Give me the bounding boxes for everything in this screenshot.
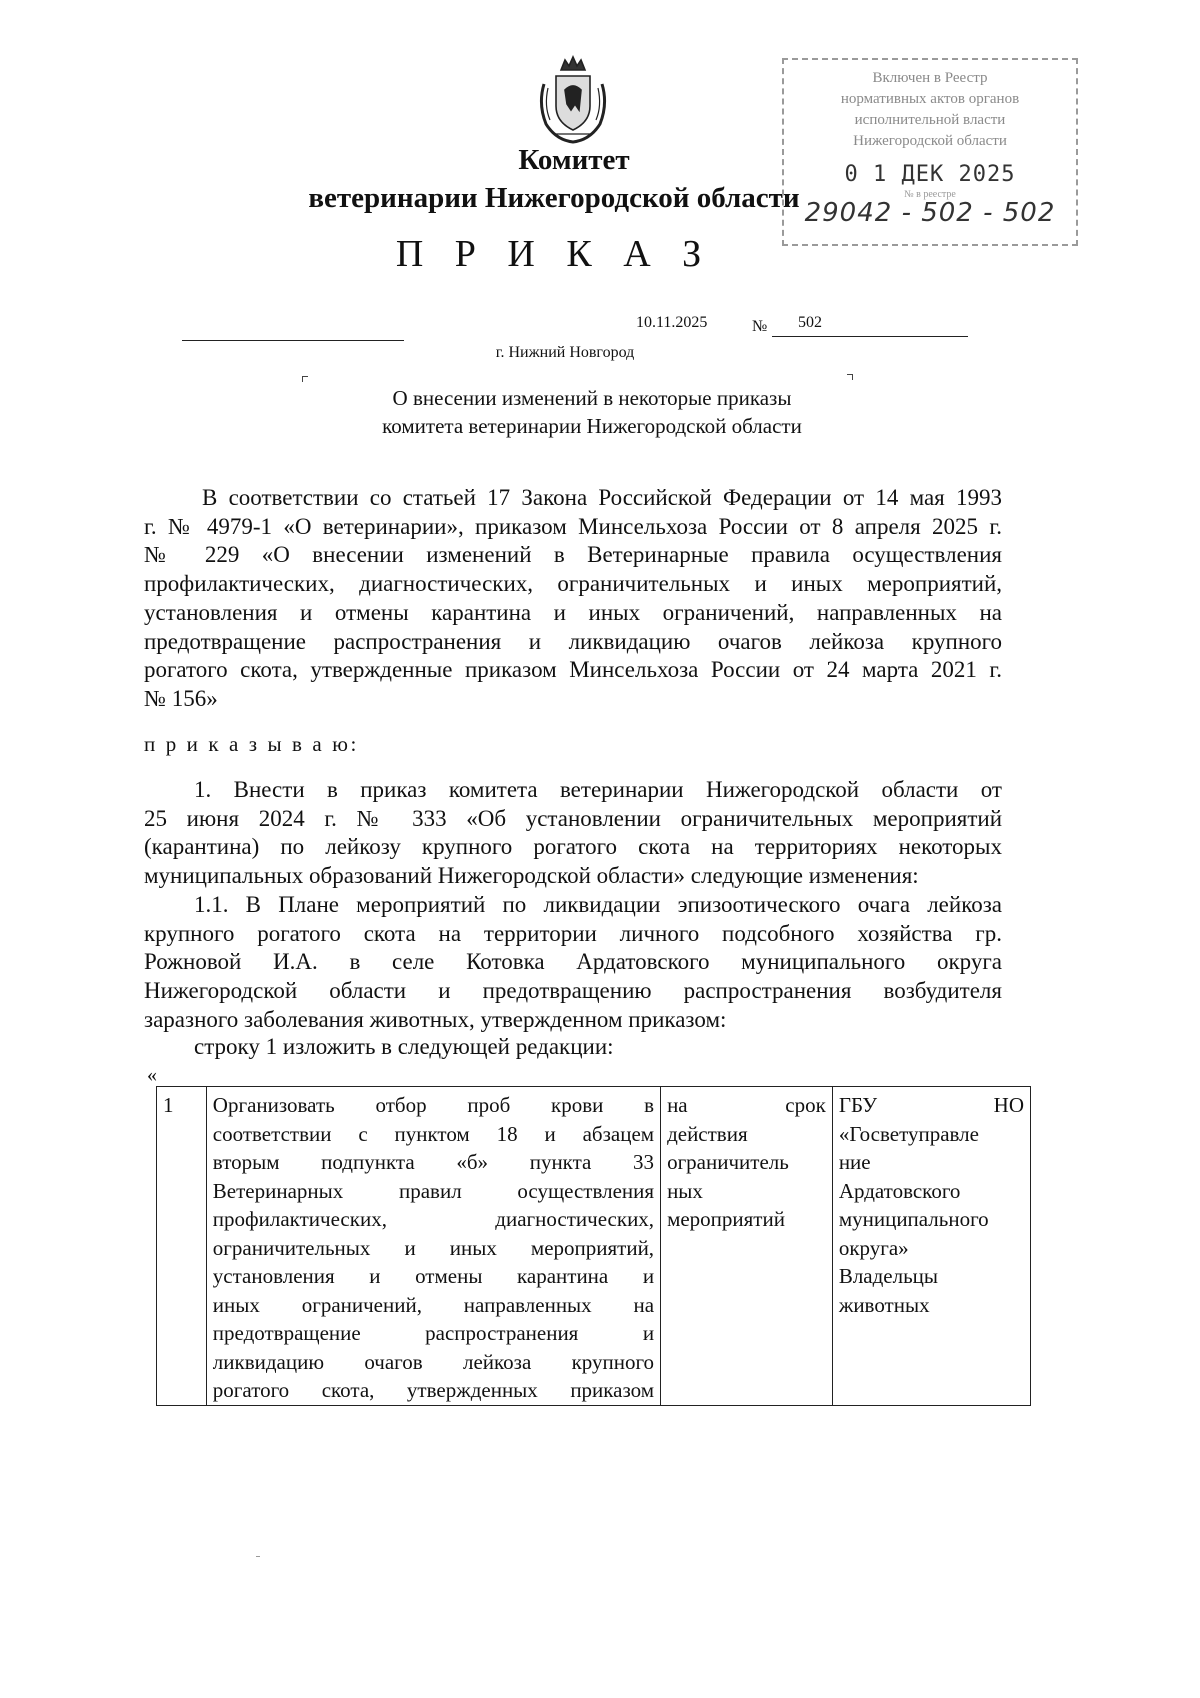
stamp-line: Включен в Реестр	[872, 70, 988, 86]
cell-line: иных ограничений, направленных на	[212, 1292, 655, 1317]
item-1-paragraph	[144, 776, 1002, 891]
cell-responsible	[832, 1087, 1030, 1406]
coat-of-arms-emblem	[534, 54, 612, 146]
cell-line: профилактических, диагностических,	[212, 1207, 655, 1231]
cell-line: Ветеринарных правил осуществления	[212, 1178, 655, 1203]
stamp-line: исполнительной власти	[854, 112, 1006, 128]
org-title-line1: Комитет	[518, 144, 630, 176]
cell-line: действия	[667, 1121, 748, 1146]
order-number-label: №	[752, 318, 768, 335]
order-directive-word: п р и к а з ы в а ю:	[144, 732, 359, 756]
text-line: № 229 «О внесении изменений в Ветеринарные правила осуществления	[144, 542, 1002, 568]
scan-speck	[256, 1556, 260, 1557]
cell-line: на срок	[667, 1093, 826, 1117]
stamp-registry-number: 29042 - 502 - 502	[804, 198, 1056, 228]
bracket-right	[847, 374, 853, 380]
cell-line: вторым подпункта «б» пункта 33	[212, 1150, 655, 1174]
registry-stamp	[782, 58, 1078, 246]
text-line: заразного заболевания животных, утвержденном приказом:	[144, 1006, 727, 1032]
date-blank-line	[182, 340, 404, 341]
stamp-text	[784, 68, 1076, 152]
bracket-left	[302, 376, 308, 382]
order-city: г. Нижний Новгород	[495, 344, 635, 361]
text-line: № 156»	[144, 685, 218, 711]
text-line: установления и отмены карантина и иных ограничений, направленных на	[144, 599, 1002, 625]
org-title-line2: ветеринарии Нижегородской области	[308, 182, 800, 214]
cell-line: ние	[838, 1150, 871, 1174]
stamp-registry-label: № в реестре	[904, 189, 956, 200]
doc-type-title: П Р И К А З	[395, 233, 713, 275]
preamble-paragraph	[144, 484, 1002, 714]
item-1-1-paragraph	[144, 891, 1002, 1035]
cell-line: животных	[838, 1292, 930, 1317]
cell-line: предотвращение распространения и	[212, 1321, 655, 1345]
order-date: 10.11.2025	[636, 314, 708, 331]
cell-line: ограничитель	[667, 1150, 789, 1174]
cell-line: рогатого скота, утвержденных приказом	[212, 1378, 655, 1402]
text-line: рогатого скота, утвержденные приказом Минсельхоза России от 24 марта 2021 г.	[144, 657, 1002, 683]
text-line: муниципальных образований Нижегородской области» следующие изменения:	[144, 863, 919, 889]
text-line: 1. Внести в приказ комитета ветеринарии Нижегородской области от	[194, 777, 1002, 802]
cell-line: соответствии с пунктом 18 и абзацем	[212, 1121, 655, 1146]
cell-action	[206, 1087, 660, 1406]
cell-line: мероприятий	[667, 1207, 785, 1231]
cell-line: Организовать отбор проб крови в	[212, 1093, 655, 1117]
plan-table	[156, 1086, 1031, 1406]
text-line: Рожновой И.А. в селе Котовка Ардатовского муниципального округа	[144, 949, 1002, 975]
text-line: предотвращение распространения и ликвидацию очагов лейкоза крупного	[144, 628, 1002, 654]
cell-line: ограничительных и иных мероприятий,	[212, 1235, 655, 1260]
text-line: г. № 4979-1 «О ветеринарии», приказом Минсельхоза России от 8 апреля 2025 г.	[144, 513, 1002, 539]
text-line: (карантина) по лейкозу крупного рогатого скота на территориях некоторых	[144, 834, 1002, 860]
text-line: крупного рогатого скота на территории личного подсобного хозяйства гр.	[144, 920, 1002, 946]
text-line: 25 июня 2024 г. № 333 «Об установлении ограничительных мероприятий	[144, 805, 1002, 831]
cell-line: муниципального	[838, 1207, 989, 1231]
cell-line: ликвидацию очагов лейкоза крупного	[212, 1349, 655, 1374]
order-number: 502	[798, 314, 822, 331]
text-line: 1.1. В Плане мероприятий по ликвидации эпизоотического очага лейкоза	[194, 892, 1002, 917]
order-subject	[0, 384, 1184, 440]
cell-line: установления и отмены карантина и	[212, 1264, 655, 1288]
subject-line: комитета ветеринарии Нижегородской области	[382, 414, 802, 438]
cell-line: ГБУ НО	[838, 1093, 1024, 1117]
text-line: профилактических, диагностических, ограничительных и иных мероприятий,	[144, 571, 1002, 597]
number-underline	[772, 336, 968, 337]
stamp-line: Нижегородской области	[853, 133, 1007, 149]
cell-line: ных	[667, 1178, 703, 1203]
cell-line: Владельцы	[838, 1264, 939, 1288]
cell-number: 1	[157, 1087, 207, 1406]
open-quote: «	[147, 1064, 157, 1086]
cell-line: округа»	[838, 1235, 909, 1260]
cell-line: Ардатовского	[838, 1178, 961, 1203]
stamp-line: нормативных актов органов	[840, 91, 1020, 107]
cell-term	[661, 1087, 833, 1406]
subject-line: О внесении изменений в некоторые приказы	[392, 386, 792, 410]
text-line: Нижегородской области и предотвращению распространения возбудителя	[144, 978, 1002, 1004]
table-row	[157, 1087, 1031, 1406]
text-line: В соответствии со статьей 17 Закона Российской Федерации от 14 мая 1993	[202, 485, 1002, 510]
row-instruction: строку 1 изложить в следующей редакции:	[194, 1034, 614, 1059]
cell-line: «Госветуправле	[838, 1121, 979, 1146]
stamp-date: 0 1 ДЕК 2025	[844, 162, 1016, 187]
